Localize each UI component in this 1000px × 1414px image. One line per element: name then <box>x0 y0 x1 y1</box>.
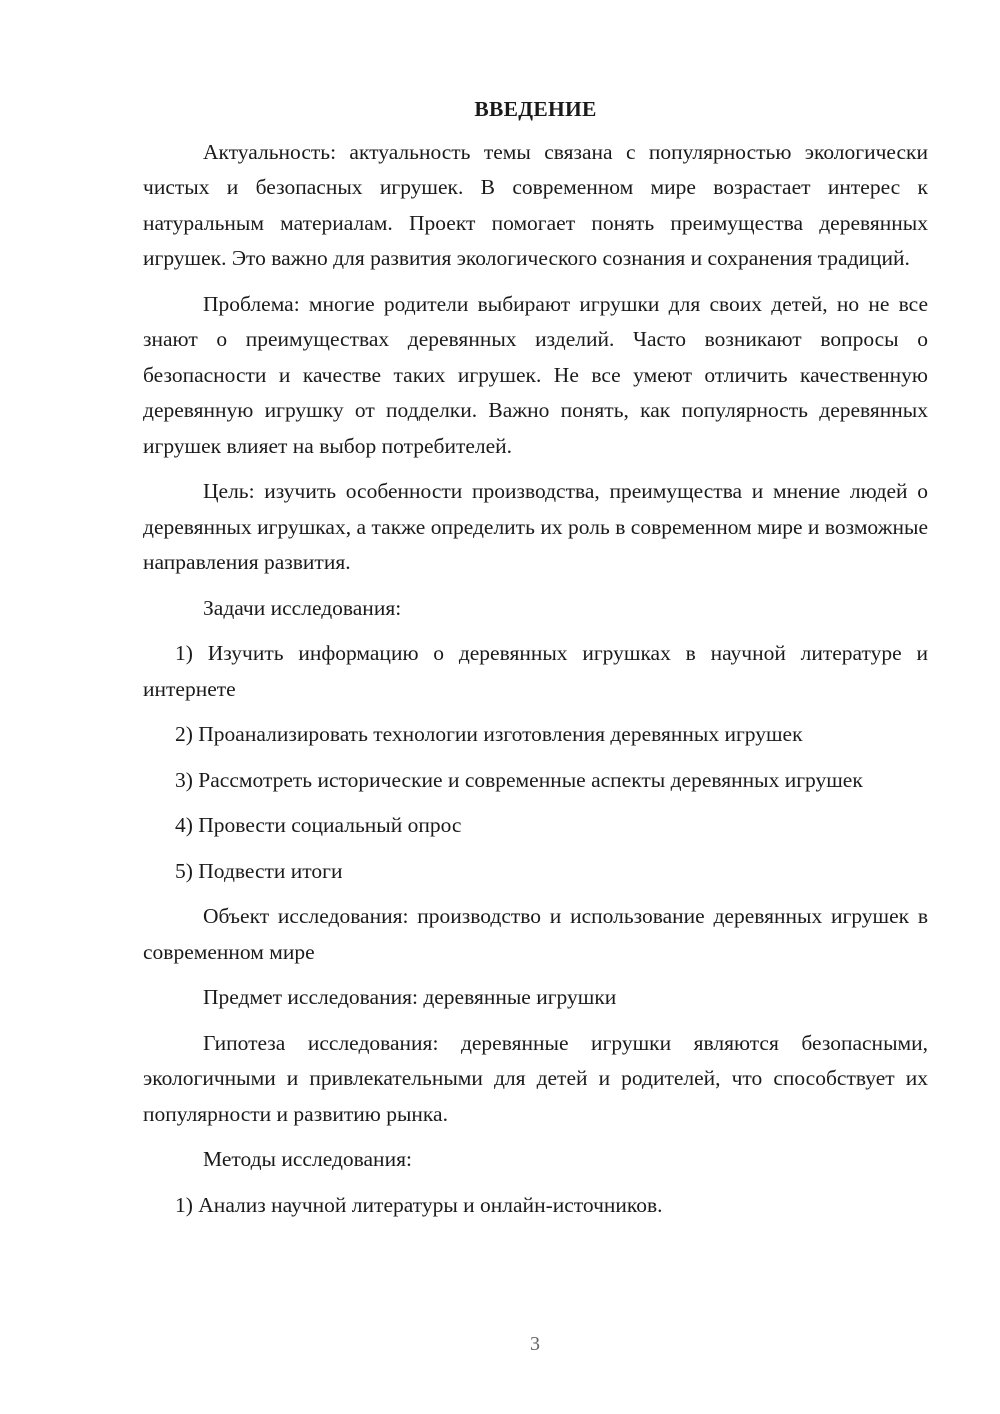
methods-heading: Методы исследования: <box>203 1147 412 1171</box>
task-item-1: 1) Изучить информацию о деревянных игрушках в научной литературе и интернете <box>143 641 928 701</box>
paragraph-hypothesis: Гипотеза исследования: деревянные игрушки являются безопасными, экологичными и привлекательными для детей и родителей, что способствует их популярности и развитию рынка. <box>143 1030 928 1126</box>
paragraph-goal: Цель: изучить особенности производства, преимущества и мнение людей о деревянных игрушках, а также определить их роль в современном мире и возможные направления развития. <box>143 479 928 574</box>
task-item-3: 3) Рассмотреть исторические и современные аспекты деревянных игрушек <box>175 767 863 792</box>
task-item-2: 2) Проанализировать технологии изготовления деревянных игрушек <box>175 722 803 746</box>
tasks-heading: Задачи исследования: <box>203 595 402 620</box>
paragraph-relevance: Актуальность: актуальность темы связана с популярностью экологически чистых и безопасных игрушек. В современном мире возрастает интерес к натуральным материалам. Проект помогает понять преимущества деревянных игрушек. Это важно для развития экологического сознания и сохранения традиций. <box>143 139 928 270</box>
task-item-5: 5) Подвести итоги <box>175 858 343 883</box>
task-item-4: 4) Провести социальный опрос <box>175 813 462 837</box>
page-number: 3 <box>530 1333 540 1355</box>
paragraph-object: Объект исследования: производство и использование деревянных игрушек в современном мире <box>143 904 928 964</box>
paragraph-problem: Проблема: многие родители выбирают игрушки для своих детей, но не все знают о преимуществах деревянных изделий. Часто возникают вопросы о безопасности и качестве таких игрушек. Не все умеют отличить качественную деревянную игрушку от подделки. Важно понять, как популярность деревянных игрушек влияет на выбор потребителей. <box>143 291 928 458</box>
paragraph-subject: Предмет исследования: деревянные игрушки <box>203 985 617 1009</box>
document-page <box>143 92 928 1233</box>
method-item-1: 1) Анализ научной литературы и онлайн-источников. <box>175 1192 663 1217</box>
section-heading: ВВЕДЕНИЕ <box>474 97 597 121</box>
